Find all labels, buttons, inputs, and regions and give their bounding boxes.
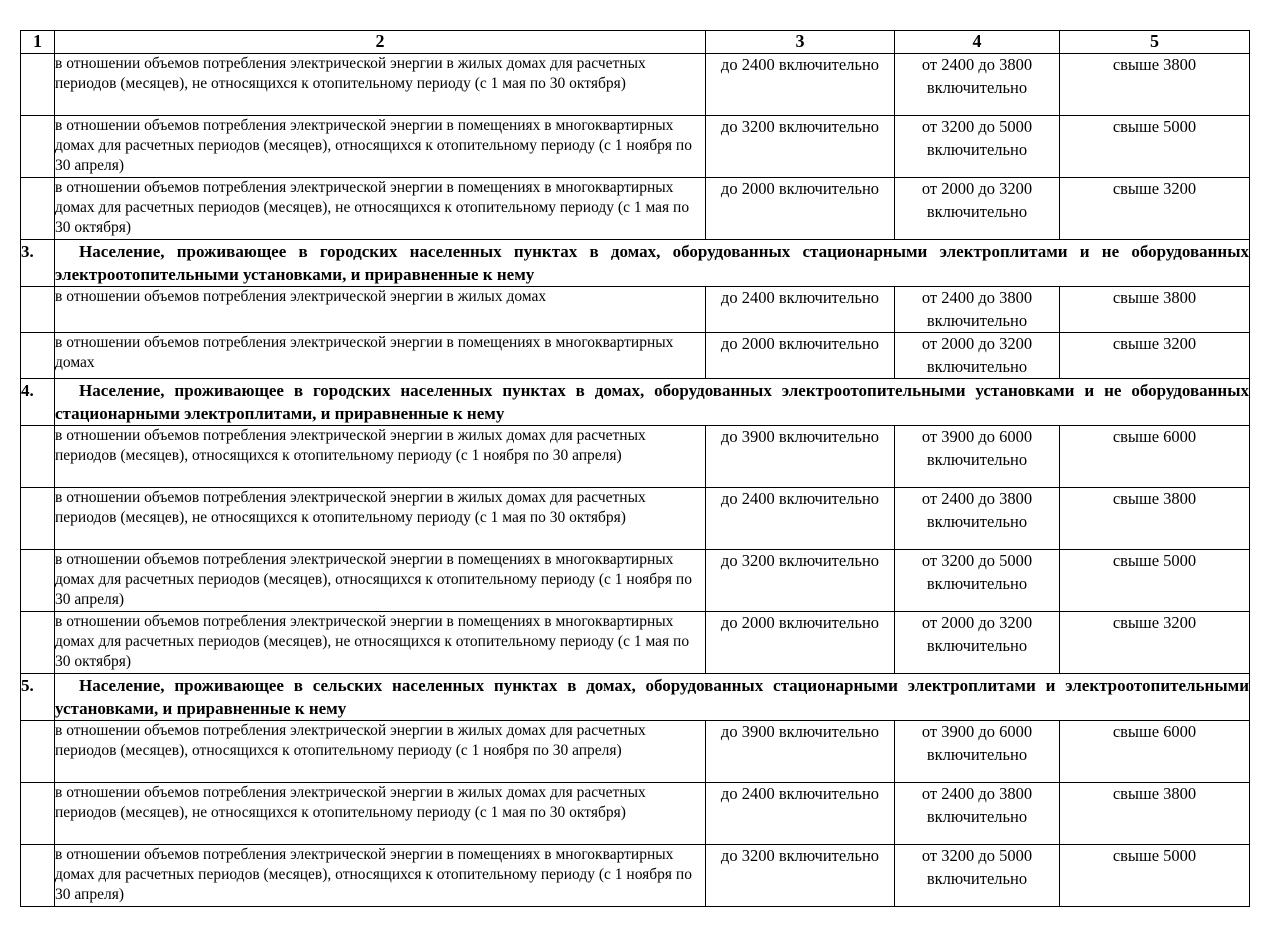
row-number-cell xyxy=(21,54,55,116)
consumption-description: в отношении объемов потребления электрической энергии в жилых домах для расчетных периодов (месяцев), относящихся к отопительному периоду (с 1 ноября по 30 апреля) xyxy=(55,721,706,783)
table-row xyxy=(21,845,1250,907)
range-high-cell: свыше 3800 xyxy=(1060,287,1250,333)
range-low-cell: до 3200 включительно xyxy=(706,116,895,178)
range-mid-cell: от 2400 до 3800 включительно xyxy=(895,783,1060,845)
header-cell-1: 1 xyxy=(21,31,55,54)
row-number-cell xyxy=(21,550,55,612)
range-low-cell: до 2000 включительно xyxy=(706,178,895,240)
range-high-cell: свыше 6000 xyxy=(1060,721,1250,783)
range-mid-cell: от 3200 до 5000 включительно xyxy=(895,845,1060,907)
section-title-text: Население, проживающее в сельских населенных пунктах в домах, оборудованных стационарными электроплитами и электроотопительными установками, и приравненные к нему xyxy=(55,676,1249,718)
range-low-cell: до 2000 включительно xyxy=(706,333,895,379)
section-number: 5. xyxy=(21,674,55,721)
range-mid-cell: от 3200 до 5000 включительно xyxy=(895,550,1060,612)
range-high-cell: свыше 3200 xyxy=(1060,612,1250,674)
range-high-cell: свыше 5000 xyxy=(1060,845,1250,907)
header-row xyxy=(21,31,1250,54)
range-high-cell: свыше 3800 xyxy=(1060,54,1250,116)
range-low-cell: до 2400 включительно xyxy=(706,783,895,845)
range-high-cell: свыше 5000 xyxy=(1060,550,1250,612)
header-cell-4: 4 xyxy=(895,31,1060,54)
table-row xyxy=(21,287,1250,333)
range-low-cell: до 2400 включительно xyxy=(706,488,895,550)
consumption-description: в отношении объемов потребления электрической энергии в жилых домах для расчетных периодов (месяцев), не относящихся к отопительному периоду (с 1 мая по 30 октября) xyxy=(55,488,706,550)
range-high-cell: свыше 3200 xyxy=(1060,178,1250,240)
table-row xyxy=(21,333,1250,379)
table-row xyxy=(21,721,1250,783)
row-number-cell xyxy=(21,426,55,488)
consumption-description: в отношении объемов потребления электрической энергии в помещениях в многоквартирных домах для расчетных периодов (месяцев), не относящихся к отопительному периоду (с 1 мая по 30 октября) xyxy=(55,612,706,674)
range-high-cell: свыше 3800 xyxy=(1060,783,1250,845)
table-row xyxy=(21,116,1250,178)
section-row xyxy=(21,379,1250,426)
row-number-cell xyxy=(21,783,55,845)
table-row xyxy=(21,488,1250,550)
range-high-cell: свыше 3800 xyxy=(1060,488,1250,550)
range-low-cell: до 3200 включительно xyxy=(706,845,895,907)
section-title xyxy=(55,240,1250,287)
range-low-cell: до 2400 включительно xyxy=(706,54,895,116)
consumption-description: в отношении объемов потребления электрической энергии в помещениях в многоквартирных домах для расчетных периодов (месяцев), относящихся к отопительному периоду (с 1 ноября по 30 апреля) xyxy=(55,550,706,612)
section-title-text: Население, проживающее в городских населенных пунктах в домах, оборудованных электроотопительными установками и не оборудованных стационарными электроплитами, и приравненные к нему xyxy=(55,381,1249,423)
range-mid-cell: от 3900 до 6000 включительно xyxy=(895,721,1060,783)
range-low-cell: до 3900 включительно xyxy=(706,721,895,783)
table-row xyxy=(21,612,1250,674)
row-number-cell xyxy=(21,116,55,178)
header-cell-2: 2 xyxy=(55,31,706,54)
section-title xyxy=(55,379,1250,426)
range-mid-cell: от 2000 до 3200 включительно xyxy=(895,612,1060,674)
consumption-description: в отношении объемов потребления электрической энергии в жилых домах для расчетных периодов (месяцев), не относящихся к отопительному периоду (с 1 мая по 30 октября) xyxy=(55,783,706,845)
consumption-description: в отношении объемов потребления электрической энергии в жилых домах xyxy=(55,287,706,333)
range-mid-cell: от 2400 до 3800 включительно xyxy=(895,287,1060,333)
range-high-cell: свыше 5000 xyxy=(1060,116,1250,178)
row-number-cell xyxy=(21,488,55,550)
range-mid-cell: от 3200 до 5000 включительно xyxy=(895,116,1060,178)
consumption-description: в отношении объемов потребления электрической энергии в жилых домах для расчетных периодов (месяцев), относящихся к отопительному периоду (с 1 ноября по 30 апреля) xyxy=(55,426,706,488)
section-title xyxy=(55,674,1250,721)
range-mid-cell: от 2000 до 3200 включительно xyxy=(895,333,1060,379)
section-title-text: Население, проживающее в городских населенных пунктах в домах, оборудованных стационарными электроплитами и не оборудованных электроотопительными установками, и приравненные к нему xyxy=(55,242,1249,284)
consumption-description: в отношении объемов потребления электрической энергии в помещениях в многоквартирных домах для расчетных периодов (месяцев), относящихся к отопительному периоду (с 1 ноября по 30 апреля) xyxy=(55,116,706,178)
range-mid-cell: от 2400 до 3800 включительно xyxy=(895,488,1060,550)
range-low-cell: до 2000 включительно xyxy=(706,612,895,674)
range-high-cell: свыше 6000 xyxy=(1060,426,1250,488)
row-number-cell xyxy=(21,845,55,907)
header-cell-3: 3 xyxy=(706,31,895,54)
tariff-table xyxy=(20,30,1250,907)
consumption-description: в отношении объемов потребления электрической энергии в помещениях в многоквартирных домах для расчетных периодов (месяцев), относящихся к отопительному периоду (с 1 ноября по 30 апреля) xyxy=(55,845,706,907)
section-row xyxy=(21,674,1250,721)
section-number: 3. xyxy=(21,240,55,287)
row-number-cell xyxy=(21,612,55,674)
consumption-description: в отношении объемов потребления электрической энергии в жилых домах для расчетных периодов (месяцев), не относящихся к отопительному периоду (с 1 мая по 30 октября) xyxy=(55,54,706,116)
row-number-cell xyxy=(21,721,55,783)
range-high-cell: свыше 3200 xyxy=(1060,333,1250,379)
range-low-cell: до 2400 включительно xyxy=(706,287,895,333)
table-row xyxy=(21,550,1250,612)
section-number: 4. xyxy=(21,379,55,426)
table-row xyxy=(21,178,1250,240)
consumption-description: в отношении объемов потребления электрической энергии в помещениях в многоквартирных домах xyxy=(55,333,706,379)
range-mid-cell: от 2400 до 3800 включительно xyxy=(895,54,1060,116)
header-cell-5: 5 xyxy=(1060,31,1250,54)
row-number-cell xyxy=(21,178,55,240)
consumption-description: в отношении объемов потребления электрической энергии в помещениях в многоквартирных домах для расчетных периодов (месяцев), не относящихся к отопительному периоду (с 1 мая по 30 октября) xyxy=(55,178,706,240)
row-number-cell xyxy=(21,287,55,333)
range-mid-cell: от 2000 до 3200 включительно xyxy=(895,178,1060,240)
table-row xyxy=(21,54,1250,116)
table-row xyxy=(21,426,1250,488)
table-body xyxy=(21,31,1250,907)
range-low-cell: до 3900 включительно xyxy=(706,426,895,488)
section-row xyxy=(21,240,1250,287)
range-mid-cell: от 3900 до 6000 включительно xyxy=(895,426,1060,488)
range-low-cell: до 3200 включительно xyxy=(706,550,895,612)
row-number-cell xyxy=(21,333,55,379)
table-row xyxy=(21,783,1250,845)
